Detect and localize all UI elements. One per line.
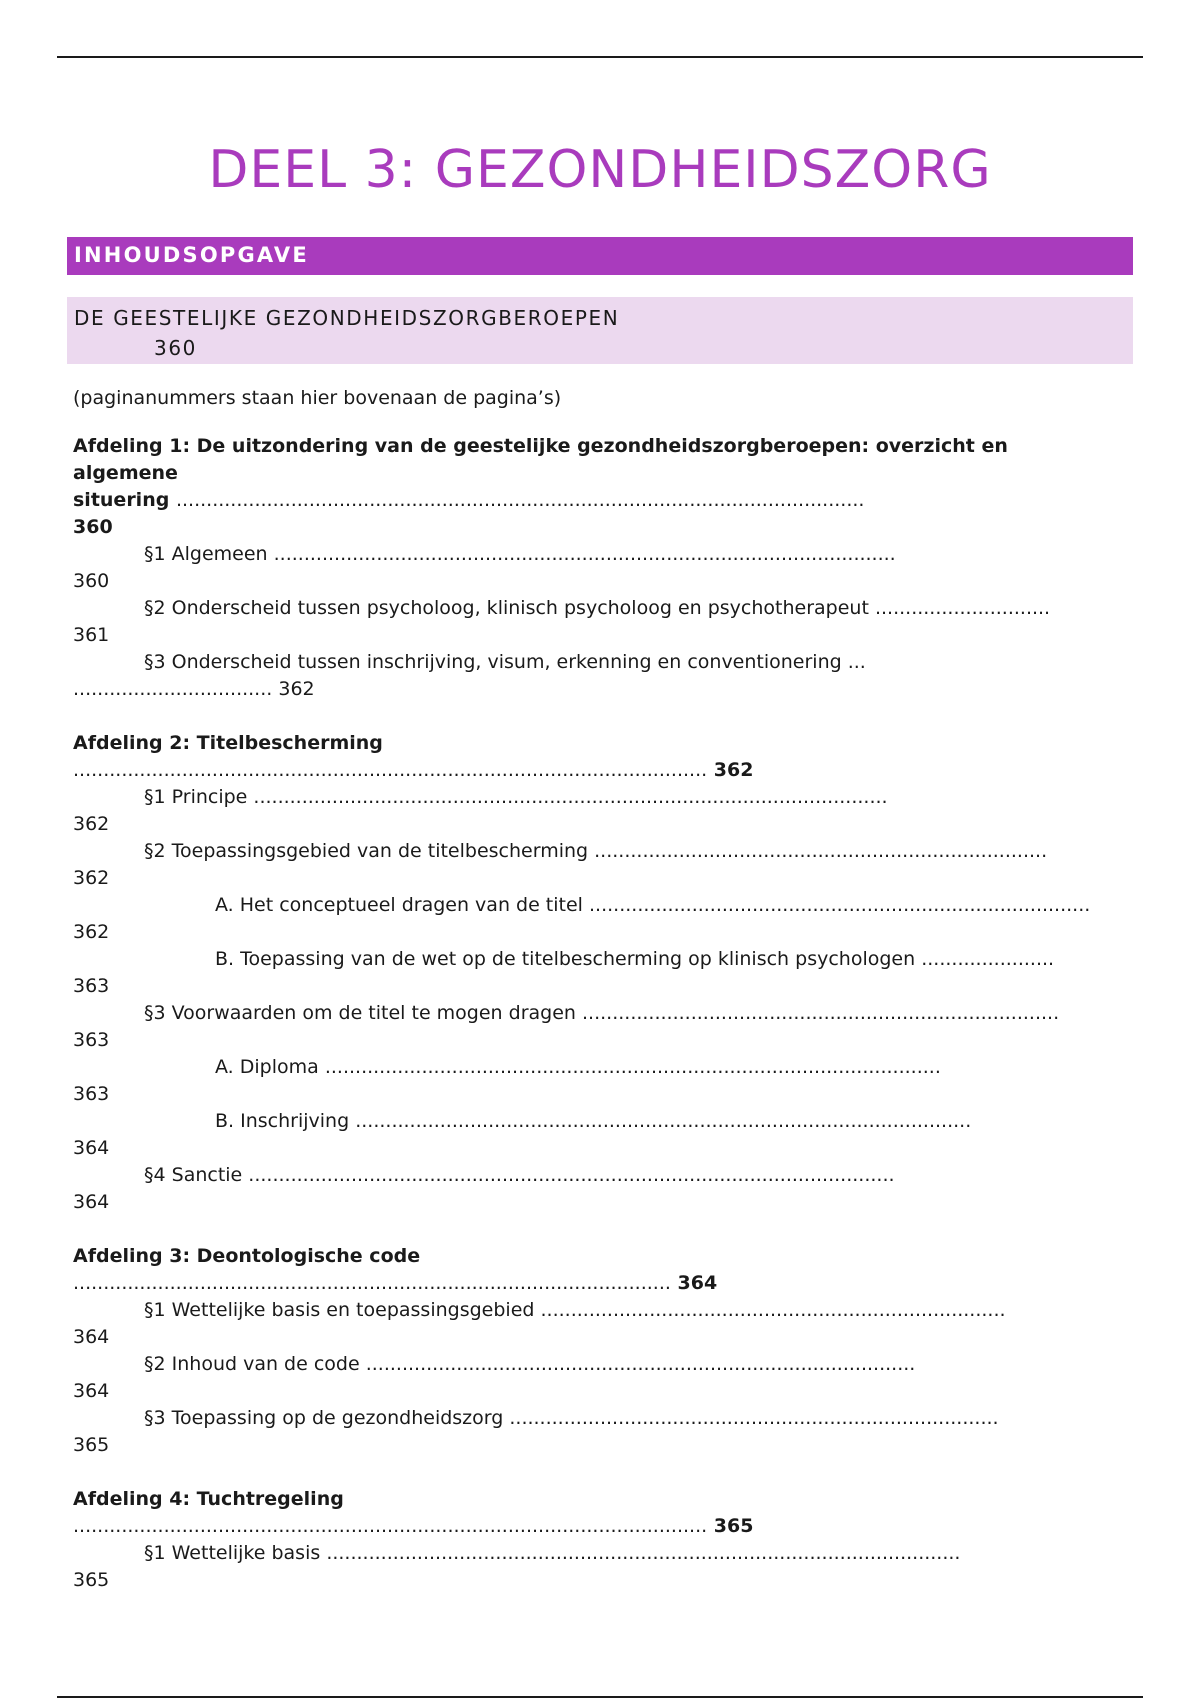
- toc-entry-a3-s1[interactable]: [73, 1297, 1130, 1351]
- toc-page-number: 360: [73, 516, 113, 538]
- toc-page-number: 364: [73, 1380, 110, 1402]
- section-title: DE GEESTELIJKE GEZONDHEIDSZORGBEROEPEN: [74, 306, 620, 330]
- toc-page-number: 364: [677, 1272, 718, 1294]
- toc-page-number: 365: [713, 1515, 754, 1537]
- toc-entry-text: §3 Toepassing op de gezondheidszorg: [144, 1407, 504, 1429]
- toc-entry-afdeling-4[interactable]: [73, 1486, 1130, 1540]
- toc-leader-dots: ......................................................................................................: [355, 1110, 972, 1132]
- toc-content: [73, 385, 1130, 1594]
- toc-page-number: 363: [73, 1083, 110, 1105]
- toc-entry-text: §3 Voorwaarden om de titel te mogen dragen: [144, 1002, 576, 1024]
- toc-entry-text: A. Het conceptueel dragen van de titel: [215, 894, 583, 916]
- toc-entry-afdeling-2[interactable]: [73, 730, 1130, 784]
- section-heading: [67, 297, 1133, 364]
- toc-entry-a2-s4[interactable]: [73, 1162, 1130, 1216]
- toc-leader-dots: .................................................................................: [509, 1407, 999, 1429]
- toc-entry-a4-s1[interactable]: [73, 1540, 1130, 1594]
- section-page: 360: [154, 336, 197, 360]
- toc-entry-text: §4 Sanctie: [144, 1164, 243, 1186]
- top-rule: [57, 56, 1143, 58]
- toc-page-number: 362: [73, 813, 110, 835]
- toc-page-number: 360: [73, 570, 110, 592]
- toc-page-number: 365: [73, 1569, 110, 1591]
- toc-leader-dots: ......................: [921, 948, 1055, 970]
- toc-entry-afdeling-3[interactable]: [73, 1243, 1130, 1297]
- toc-leader-dots: ...............................................................................: [582, 1002, 1060, 1024]
- toc-leader-dots: .........................................................................................................: [326, 1542, 961, 1564]
- toc-leader-dots: ...........................................................................: [594, 840, 1048, 862]
- toc-entry-text: Afdeling 1: De uitzondering van de geestelijke gezondheidszorgberoepen: overzicht en: [73, 435, 1008, 457]
- toc-entry-a3-s2[interactable]: [73, 1351, 1130, 1405]
- toc-entry-text: §2 Toepassingsgebied van de titelbescherming: [144, 840, 589, 862]
- toc-leader-dots: ...................................................................................: [589, 894, 1091, 916]
- toc-entry-text: §2 Inhoud van de code: [144, 1353, 360, 1375]
- toc-entry-a2-s3-b[interactable]: [73, 1108, 1130, 1162]
- note: (paginanummers staan hier bovenaan de pagina’s): [73, 387, 562, 409]
- toc-leader-dots: .........................................................................................................: [253, 786, 888, 808]
- toc-leader-dots: .............................: [874, 597, 1051, 619]
- toc-leader-dots: ...................................................................................................: [73, 1272, 671, 1294]
- toc-entry-text: §1 Principe: [144, 786, 248, 808]
- toc-entry-text: situering: [73, 489, 170, 511]
- toc-entry-text: Afdeling 2: Titelbescherming: [73, 732, 383, 754]
- toc-entry-text: Afdeling 4: Tuchtregeling: [73, 1488, 344, 1510]
- toc-entry-text: A. Diploma: [215, 1056, 319, 1078]
- toc-leader-dots: ...........................................................................................................: [248, 1164, 895, 1186]
- toc-entry-text: §1 Algemeen: [144, 543, 268, 565]
- toc-leader-dots: ......................................................................................................: [324, 1056, 941, 1078]
- toc-entry-text: algemene: [73, 462, 178, 484]
- toc-entry-a2-s2-b[interactable]: [73, 946, 1130, 1000]
- toc-entry-text: §1 Wettelijke basis: [144, 1542, 321, 1564]
- toc-entry-a1-s1[interactable]: [73, 541, 1130, 595]
- toc-leader-dots: .........................................................................................................: [73, 759, 708, 781]
- toc-leader-dots: .........................................................................................................: [73, 1515, 708, 1537]
- toc-entry-a2-s3-a[interactable]: [73, 1054, 1130, 1108]
- toc-entry-afdeling-1[interactable]: [73, 433, 1130, 541]
- toc-page-number: 362: [73, 921, 110, 943]
- toc-page-number: 362: [713, 759, 754, 781]
- toc-page-number: 364: [73, 1191, 110, 1213]
- page-title: DEEL 3: GEZONDHEIDSZORG: [208, 140, 992, 200]
- toc-header: INHOUDSOPGAVE: [67, 237, 1133, 275]
- toc-leader-dots: .................................: [73, 678, 273, 700]
- toc-entry-a1-s3[interactable]: [73, 649, 1130, 703]
- toc-page-number: 362: [278, 678, 315, 700]
- toc-entry-a2-s2-a[interactable]: [73, 892, 1130, 946]
- toc-entry-text: Afdeling 3: Deontologische code: [73, 1245, 421, 1267]
- toc-entry-text: §2 Onderscheid tussen psycholoog, klinisch psycholoog en psychotherapeut: [144, 597, 869, 619]
- toc-entry-text: §3 Onderscheid tussen inschrijving, visum, erkenning en conventionering ...: [144, 651, 866, 673]
- toc-page-number: 364: [73, 1137, 110, 1159]
- toc-entry-a2-s2[interactable]: [73, 838, 1130, 892]
- toc-entry-text: B. Inschrijving: [215, 1110, 350, 1132]
- toc-leader-dots: ...........................................................................................: [365, 1353, 916, 1375]
- toc-page-number: 361: [73, 624, 110, 646]
- toc-page-number: 362: [73, 867, 110, 889]
- toc-entry-text: §1 Wettelijke basis en toepassingsgebied: [144, 1299, 535, 1321]
- toc-page-number: 365: [73, 1434, 110, 1456]
- toc-page-number: 363: [73, 1029, 110, 1051]
- toc-leader-dots: .......................................................................................................: [273, 543, 896, 565]
- toc-page-number: 364: [73, 1326, 110, 1348]
- toc-entry-text: B. Toepassing van de wet op de titelbescherming op klinisch psychologen: [215, 948, 916, 970]
- toc-entry-a2-s1[interactable]: [73, 784, 1130, 838]
- toc-leader-dots: .............................................................................: [540, 1299, 1006, 1321]
- toc-entry-a2-s3[interactable]: [73, 1000, 1130, 1054]
- toc-leader-dots: ..................................................................................................................: [175, 489, 865, 511]
- bottom-rule: [57, 1696, 1143, 1698]
- toc-page-number: 363: [73, 975, 110, 997]
- toc-entry-a1-s2[interactable]: [73, 595, 1130, 649]
- toc-entry-a3-s3[interactable]: [73, 1405, 1130, 1459]
